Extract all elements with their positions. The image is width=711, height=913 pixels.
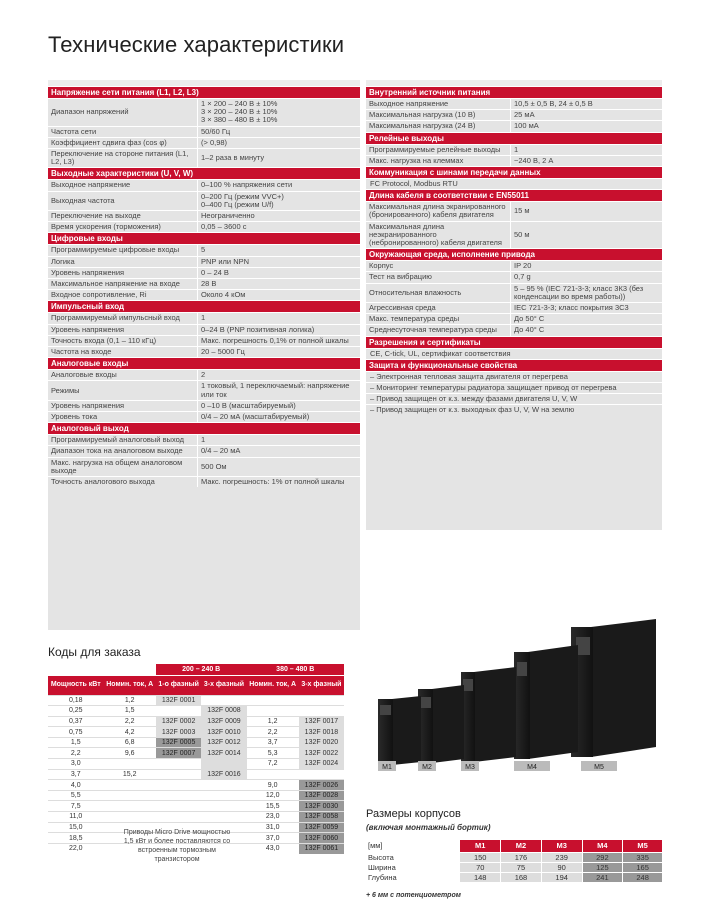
code-cell: 132F 0009	[201, 716, 246, 727]
dims-column-header: M5	[623, 840, 662, 852]
spec-row	[48, 137, 360, 148]
spec-row	[48, 221, 360, 232]
spec-value: До 40° C	[514, 325, 545, 335]
section-header: Длина кабеля в соответствии с EN55011	[366, 189, 662, 201]
code-cell	[201, 812, 246, 823]
spec-label: Диапазон тока на аналоговом выходе	[48, 446, 198, 456]
column-header: Номин. ток, А	[104, 675, 156, 695]
spec-label: Корпус	[366, 261, 511, 271]
spec-value: 0/4 – 20 мА	[201, 446, 241, 456]
size-label-m3: M3	[465, 764, 475, 771]
code-cell: 132F 0017	[299, 716, 344, 727]
code-cell: 132F 0020	[299, 737, 344, 748]
code-cell: 132F 0001	[156, 695, 202, 706]
code-cell: 31,0	[247, 822, 299, 833]
dims-unit: [мм]	[366, 840, 460, 852]
spec-label: Относительная влажность	[366, 284, 511, 302]
spec-text: – Мониторинг температуры радиатора защищает привод от перегрева	[366, 382, 662, 393]
code-cell: 7,2	[247, 759, 299, 770]
code-cell: 9,6	[104, 748, 156, 759]
spec-row	[48, 267, 360, 278]
code-cell: 0,75	[48, 727, 104, 738]
code-cell: 3,7	[48, 769, 104, 780]
spec-value: Макс. погрешность: 1% от полной шкалы	[201, 477, 345, 487]
spec-label: Тест на вибрацию	[366, 272, 511, 282]
spec-value: IEC 721-3-3; класс покрытия 3C3	[514, 303, 629, 313]
dims-cell: 292	[582, 852, 623, 862]
dims-row	[366, 872, 662, 882]
code-cell: 132F 0012	[201, 737, 246, 748]
spec-label: Среднесуточная температура среды	[366, 325, 511, 335]
spec-label: Точность входа (0,1 – 110 кГц)	[48, 336, 198, 346]
spec-row	[48, 179, 360, 190]
spec-label: Агрессивная среда	[366, 303, 511, 313]
code-row	[48, 727, 344, 738]
spec-value: 0 – 24 В	[201, 267, 229, 277]
spec-label: Диапазон напряжений	[48, 99, 198, 126]
code-cell	[104, 801, 156, 812]
code-cell: 9,0	[247, 780, 299, 791]
code-cell: 15,2	[104, 769, 156, 780]
spec-label: Точность аналогового выхода	[48, 477, 198, 487]
spec-row	[366, 324, 662, 335]
spec-row	[366, 144, 662, 155]
dims-cell: 248	[623, 872, 662, 882]
code-cell: 4,0	[48, 780, 104, 791]
code-cell: 23,0	[247, 812, 299, 823]
code-cell: 132F 0016	[201, 769, 246, 780]
code-cell	[201, 759, 246, 770]
section-header: Окружающая среда, исполнение привода	[366, 248, 662, 260]
spec-label: Уровень напряжения	[48, 325, 198, 335]
code-cell	[247, 769, 299, 780]
code-cell	[156, 706, 202, 717]
code-cell	[104, 780, 156, 791]
code-cell	[104, 759, 156, 770]
spec-value: 0–200 Гц (режим VVC+) 0–400 Гц (режим U/f)	[201, 191, 284, 209]
spec-label: Частота на входе	[48, 347, 198, 357]
dimensions-title: Размеры корпусов	[366, 808, 461, 820]
spec-row	[366, 221, 662, 249]
spec-row	[48, 289, 360, 300]
code-cell	[247, 706, 299, 717]
order-codes-title: Коды для заказа	[48, 645, 141, 659]
code-cell: 12,0	[247, 790, 299, 801]
size-label-m1: M1	[382, 764, 392, 771]
code-cell: 1,2	[104, 695, 156, 706]
code-row	[48, 695, 344, 706]
spec-value: 0–24 В (PNP позитивная логика)	[201, 324, 315, 334]
spec-row	[48, 411, 360, 422]
dims-cell: 168	[501, 872, 542, 882]
section-header: Аналоговые входы	[48, 357, 360, 369]
code-cell	[156, 769, 202, 780]
spec-row	[48, 278, 360, 289]
section-header: Аналоговый выход	[48, 422, 360, 434]
code-cell: 132F 0030	[299, 801, 344, 812]
spec-text: FC Protocol, Modbus RTU	[366, 178, 662, 189]
spec-row	[48, 335, 360, 346]
spec-label: Макс. нагрузка на общем аналоговом выходе	[48, 458, 198, 476]
dims-row	[366, 852, 662, 862]
spec-label: Программируемые релейные выходы	[366, 145, 511, 155]
spec-value: 5	[201, 245, 206, 255]
dims-cell: 239	[541, 852, 582, 862]
code-row	[48, 748, 344, 759]
code-cell	[156, 801, 202, 812]
spec-label: Максимальное напряжение на входе	[48, 279, 198, 289]
section-header: Напряжение сети питания (L1, L2, L3)	[48, 86, 360, 98]
spec-label: Входное сопротивление, Ri	[48, 290, 198, 300]
code-row	[48, 790, 344, 801]
spec-label: Программируемые цифровые входы	[48, 245, 198, 255]
spec-label: Режимы	[48, 381, 198, 399]
dims-cell: 90	[541, 862, 582, 872]
spec-label: Аналоговые входы	[48, 370, 198, 380]
spec-value: 5 – 95 % (IEC 721-3-3; класс 3К3 (без конденсации во время работы))	[514, 283, 644, 301]
spec-value: 0 –10 В (масштабируемый)	[201, 400, 296, 410]
spec-row	[366, 155, 662, 166]
code-cell: 5,5	[48, 790, 104, 801]
spec-row	[366, 98, 662, 109]
dims-cell: Ширина	[366, 862, 460, 872]
dims-column-header: M1	[460, 840, 501, 852]
spec-value: 1–2 раза в минуту	[201, 153, 265, 163]
code-cell: 2,2	[48, 748, 104, 759]
code-cell: 1,5	[48, 737, 104, 748]
spec-label: Макс. температура среды	[366, 314, 511, 324]
spec-value: ~240 В, 2 А	[514, 155, 554, 165]
dims-cell: 176	[501, 852, 542, 862]
code-cell: 43,0	[247, 843, 299, 854]
order-codes-table	[48, 664, 344, 854]
dimensions-footnote: + 6 мм с потенциометром	[366, 892, 461, 899]
code-row	[48, 759, 344, 770]
spec-value: 25 мА	[514, 110, 535, 120]
code-cell: 15,5	[247, 801, 299, 812]
code-cell	[201, 790, 246, 801]
column-header: Номин. ток, А	[247, 675, 299, 695]
code-cell: 15,0	[48, 822, 104, 833]
spec-label: Максимальная длина неэкранированного (небронированного) кабеля двигателя	[366, 222, 511, 249]
code-cell: 132F 0007	[156, 748, 202, 759]
code-cell	[156, 759, 202, 770]
column-header: Мощность кВт	[48, 675, 104, 695]
spec-value: 100 мА	[514, 121, 539, 131]
code-cell: 132F 0028	[299, 790, 344, 801]
spec-value: 500 Ом	[201, 461, 227, 471]
code-cell	[201, 695, 246, 706]
spec-label: Переключение на выходе	[48, 211, 198, 221]
code-cell	[247, 695, 299, 706]
code-cell	[156, 790, 202, 801]
dims-cell: 194	[541, 872, 582, 882]
spec-row	[48, 244, 360, 255]
spec-column-right	[366, 80, 662, 530]
code-cell: 132F 0060	[299, 833, 344, 844]
dimensions-table	[366, 840, 662, 882]
code-row	[48, 812, 344, 823]
spec-row	[366, 260, 662, 271]
code-cell: 132F 0058	[299, 812, 344, 823]
spec-label: Программируемый импульсный вход	[48, 313, 198, 323]
spec-row	[48, 400, 360, 411]
code-cell: 132F 0003	[156, 727, 202, 738]
code-cell: 132F 0024	[299, 759, 344, 770]
codes-header-spacer	[48, 664, 156, 675]
code-cell	[201, 801, 246, 812]
code-cell: 4,2	[104, 727, 156, 738]
code-cell: 6,8	[104, 737, 156, 748]
spec-label: Выходное напряжение	[366, 99, 511, 109]
section-header: Коммуникация с шинами передачи данных	[366, 166, 662, 178]
spec-label: Максимальная нагрузка (10 В)	[366, 110, 511, 120]
drive-m1	[378, 696, 421, 765]
dims-column-header: M4	[582, 840, 623, 852]
code-cell: 5,3	[247, 748, 299, 759]
spec-value: До 50° C	[514, 314, 545, 324]
spec-row	[48, 434, 360, 445]
spec-row	[48, 457, 360, 476]
code-cell: 3,0	[48, 759, 104, 770]
drive-m4	[514, 645, 578, 759]
spec-row	[48, 324, 360, 335]
spec-column-left	[48, 80, 360, 630]
spec-row	[48, 191, 360, 210]
voltage-group-380: 380 – 480 В	[247, 664, 345, 675]
spec-label: Максимальная длина экранированного (бронированного) кабеля двигателя	[366, 202, 511, 220]
spec-value: 50 м	[514, 229, 530, 239]
code-row	[48, 716, 344, 727]
spec-row	[48, 210, 360, 221]
spec-value: PNP или NPN	[201, 256, 250, 266]
spec-value: 1 токовый, 1 переключаемый: напряжение или ток	[201, 381, 350, 399]
section-header: Цифровые входы	[48, 232, 360, 244]
dims-cell: 125	[582, 862, 623, 872]
spec-row	[48, 346, 360, 357]
spec-row	[48, 256, 360, 267]
code-row	[48, 737, 344, 748]
spec-text: CE, C-tick, UL, сертификат соответствия	[366, 348, 662, 359]
spec-value: 0–100 % напряжения сети	[201, 180, 293, 190]
code-cell: 132F 0018	[299, 727, 344, 738]
spec-label: Макс. нагрузка на клеммах	[366, 156, 511, 166]
spec-label: Выходное напряжение	[48, 180, 198, 190]
spec-row	[48, 148, 360, 167]
spec-row	[48, 369, 360, 380]
spec-value: Макс. погрешность 0,1% от полной шкалы	[201, 335, 349, 345]
spec-row	[366, 271, 662, 282]
code-cell: 7,5	[48, 801, 104, 812]
spec-value: 2	[201, 370, 206, 380]
spec-text: – Привод защищен от к.з. выходных фаз U, V, W на землю	[366, 404, 662, 415]
spec-row	[48, 126, 360, 137]
section-header: Выходные характеристики (U, V, W)	[48, 167, 360, 179]
dims-column-header: M2	[501, 840, 542, 852]
code-cell	[299, 706, 344, 717]
column-header: 3-х фазный	[299, 675, 344, 695]
column-header: 3-х фазный	[201, 675, 246, 695]
section-header: Внутренний источник питания	[366, 86, 662, 98]
spec-row	[366, 313, 662, 324]
drive-m2	[418, 685, 464, 763]
spec-value: Неограниченно	[201, 211, 255, 221]
code-cell: 0,18	[48, 695, 104, 706]
code-cell: 2,2	[247, 727, 299, 738]
code-cell: 3,7	[247, 737, 299, 748]
order-codes-note: Приводы Micro Drive мощностью 1,5 кВт и более поставляются со встроенным тормозным транзистором	[123, 829, 231, 863]
spec-value: 1	[514, 144, 519, 154]
spec-label: Переключение на стороне питания (L1, L2, L3)	[48, 149, 198, 167]
spec-value: 1 × 200 – 240 В ± 10% 3 × 200 – 240 В ± 10% 3 × 380 – 480 В ± 10%	[201, 99, 278, 125]
code-cell: 132F 0005	[156, 737, 202, 748]
dims-cell: 148	[460, 872, 501, 882]
dims-cell: 165	[623, 862, 662, 872]
spec-value: 1	[201, 435, 206, 445]
spec-label: Уровень тока	[48, 412, 198, 422]
spec-value: 1	[201, 313, 206, 323]
code-cell	[156, 780, 202, 791]
spec-value: IP 20	[514, 261, 532, 271]
spec-label: Выходная частота	[48, 192, 198, 210]
spec-label: Частота сети	[48, 127, 198, 137]
dimensions-subtitle: (включая монтажный бортик)	[366, 823, 491, 832]
code-cell: 132F 0026	[299, 780, 344, 791]
code-row	[48, 769, 344, 780]
code-cell	[299, 695, 344, 706]
code-cell	[156, 812, 202, 823]
spec-value: 50/60 Гц	[201, 126, 231, 136]
spec-value: 15 м	[514, 206, 530, 216]
spec-row	[48, 445, 360, 456]
code-row	[48, 801, 344, 812]
code-cell	[299, 769, 344, 780]
code-cell: 0,25	[48, 706, 104, 717]
dims-cell: 70	[460, 862, 501, 872]
spec-label: Время ускорения (торможения)	[48, 222, 198, 232]
code-row	[48, 780, 344, 791]
code-cell: 132F 0010	[201, 727, 246, 738]
voltage-group-200: 200 – 240 В	[156, 664, 247, 675]
spec-row	[366, 120, 662, 131]
spec-row	[48, 380, 360, 399]
code-cell: 132F 0059	[299, 822, 344, 833]
code-cell	[104, 812, 156, 823]
spec-text: – Привод защищен от к.з. между фазами двигателя U, V, W	[366, 393, 662, 404]
spec-row	[48, 476, 360, 487]
dims-column-header: M3	[541, 840, 582, 852]
spec-label: Коэффициент сдвига фаз (cos φ)	[48, 138, 198, 148]
spec-label: Программируемый аналоговый выход	[48, 435, 198, 445]
code-cell: 11,0	[48, 812, 104, 823]
spec-label: Логика	[48, 257, 198, 267]
section-header: Релейные выходы	[366, 132, 662, 144]
dims-row	[366, 862, 662, 872]
drive-m5	[571, 619, 656, 757]
dims-cell: 335	[623, 852, 662, 862]
code-cell: 132F 0014	[201, 748, 246, 759]
code-cell: 2,2	[104, 716, 156, 727]
code-cell: 1,5	[104, 706, 156, 717]
spec-value: Около 4 кОм	[201, 290, 246, 300]
code-cell	[104, 790, 156, 801]
section-header: Защита и функциональные свойства	[366, 359, 662, 371]
spec-label: Уровень напряжения	[48, 401, 198, 411]
spec-value: (> 0,98)	[201, 137, 228, 147]
code-cell: 22,0	[48, 843, 104, 854]
code-cell	[201, 780, 246, 791]
dims-cell: Глубина	[366, 872, 460, 882]
code-row	[48, 706, 344, 717]
column-header: 1-о фазный	[156, 675, 202, 695]
spec-row	[366, 109, 662, 120]
spec-row	[366, 302, 662, 313]
code-cell: 132F 0061	[299, 843, 344, 854]
code-cell: 0,37	[48, 716, 104, 727]
spec-label: Максимальная нагрузка (24 В)	[366, 121, 511, 131]
size-label-m4: M4	[527, 764, 537, 771]
code-cell: 1,2	[247, 716, 299, 727]
spec-value: 20 – 5000 Гц	[201, 347, 245, 357]
code-cell: 37,0	[247, 833, 299, 844]
spec-value: 28 В	[201, 279, 217, 289]
spec-row	[48, 312, 360, 323]
code-cell: 132F 0002	[156, 716, 202, 727]
dims-cell: 241	[582, 872, 623, 882]
dims-cell: 150	[460, 852, 501, 862]
spec-row	[48, 98, 360, 126]
spec-value: 0,05 – 3600 с	[201, 222, 247, 232]
section-header: Разрешения и сертификаты	[366, 336, 662, 348]
page-title: Технические характеристики	[48, 32, 345, 57]
spec-row	[366, 201, 662, 220]
spec-value: 0,7 g	[514, 272, 531, 282]
spec-label: Уровень напряжения	[48, 268, 198, 278]
code-cell: 18,5	[48, 833, 104, 844]
spec-value: 0/4 – 20 мА (масштабируемый)	[201, 412, 310, 422]
product-photo	[366, 607, 662, 777]
section-header: Импульсный вход	[48, 300, 360, 312]
size-label-m5: M5	[594, 764, 604, 771]
size-label-m2: M2	[422, 764, 432, 771]
drive-m3	[461, 667, 516, 762]
code-cell: 132F 0008	[201, 706, 246, 717]
code-cell: 132F 0022	[299, 748, 344, 759]
dims-cell: Высота	[366, 852, 460, 862]
spec-row	[366, 283, 662, 302]
spec-value: 10,5 ± 0,5 В, 24 ± 0,5 В	[514, 99, 593, 108]
dims-cell: 75	[501, 862, 542, 872]
spec-text: – Электронная тепловая защита двигателя от перегрева	[366, 371, 662, 382]
